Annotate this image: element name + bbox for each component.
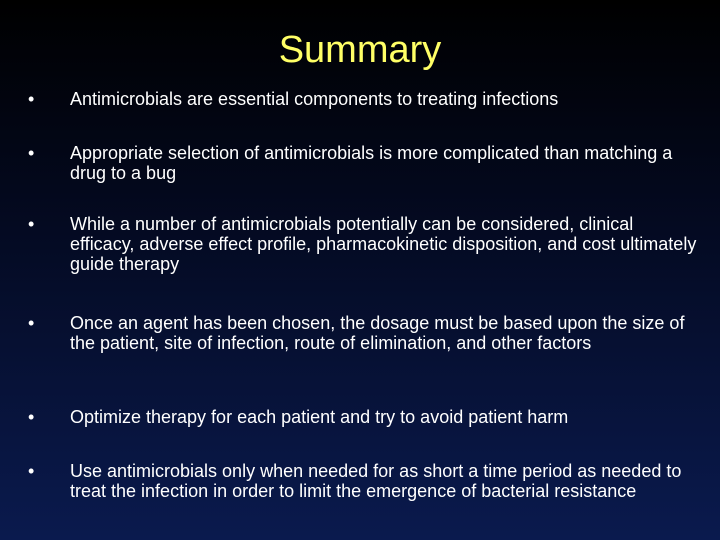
bullet-text: Optimize therapy for each patient and try to avoid patient harm xyxy=(70,407,569,427)
bullet-text: Appropriate selection of antimicrobials is more complicated than matching a drug to a bug xyxy=(70,143,673,183)
bullet-marker: • xyxy=(28,89,35,109)
slide-title: Summary xyxy=(278,29,442,71)
bullet-marker: • xyxy=(28,214,35,234)
bullet-marker: • xyxy=(28,313,35,333)
bullet-text: While a number of antimicrobials potentially can be considered, clinical efficacy, adverse effect profile, pharmacokinetic disposition, and cost ultimately guide therapy xyxy=(70,214,697,274)
bullet-text: Use antimicrobials only when needed for as short a time period as needed to treat the infection in order to limit the emergence of bacterial resistance xyxy=(70,461,682,501)
bullet-marker: • xyxy=(28,461,35,481)
bullet-text: Antimicrobials are essential components to treating infections xyxy=(70,89,559,109)
bullet-marker: • xyxy=(28,143,35,163)
bullet-marker: • xyxy=(28,407,35,427)
bullet-text: Once an agent has been chosen, the dosage must be based upon the size of the patient, site of infection, route of elimination, and other factors xyxy=(70,313,685,353)
